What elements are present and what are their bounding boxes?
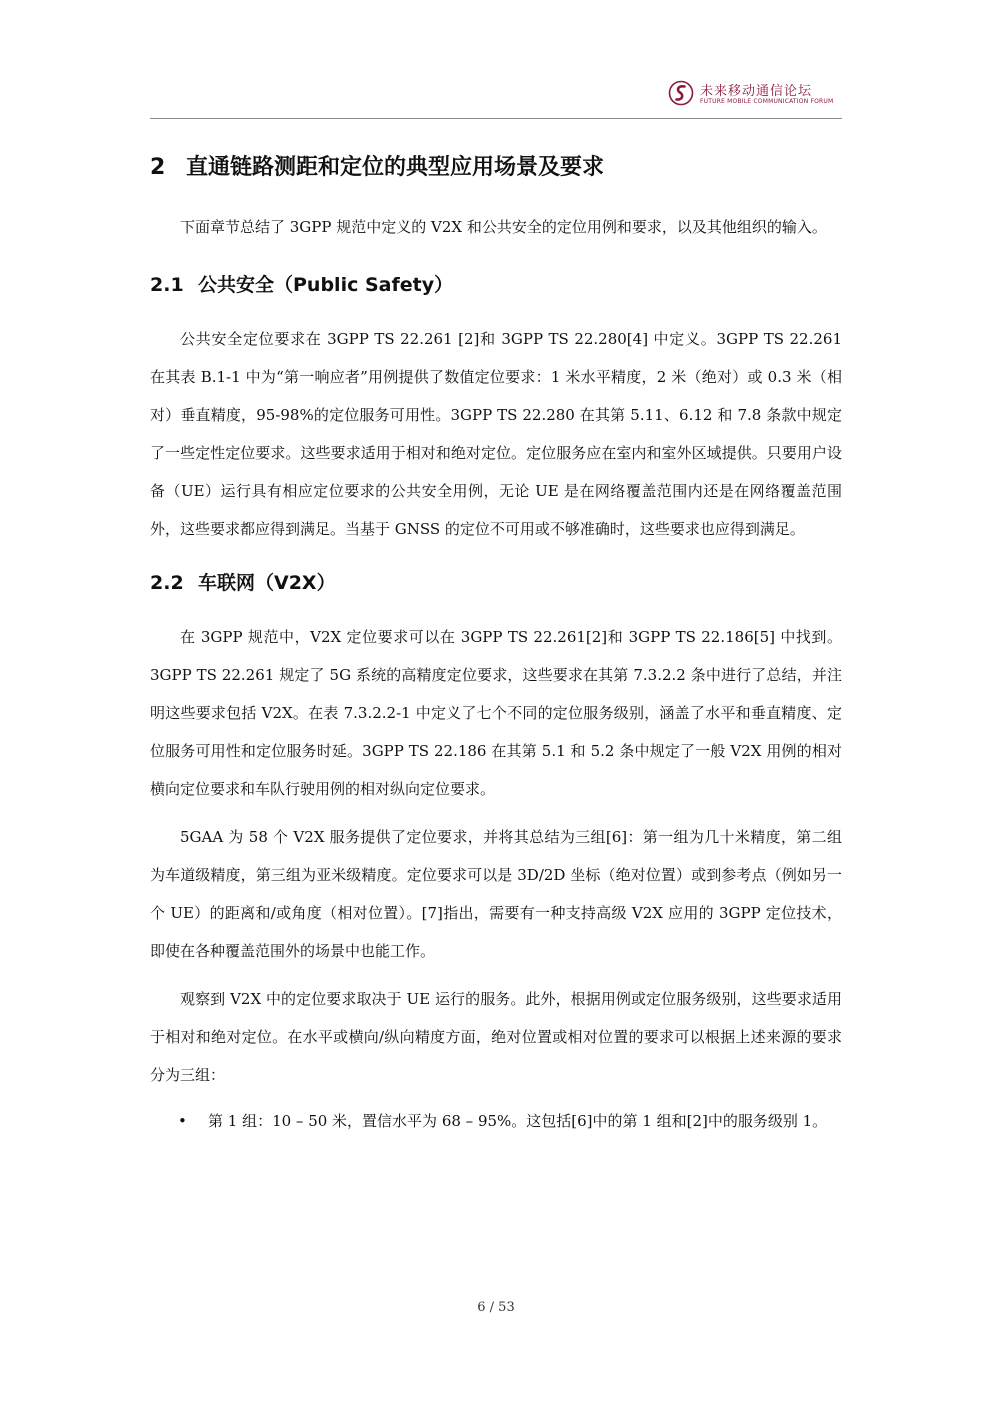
page-content bbox=[150, 150, 842, 1140]
v2x-paragraph: 观察到 V2X 中的定位要求取决于 UE 运行的服务。此外，根据用例或定位服务级别，这些要求适用于相对和绝对定位。在水平或横向/纵向精度方面，绝对位置或相对位置的要求可以根据上述来源的要求分为三组： bbox=[150, 990, 842, 1084]
section-title: 直通链路测距和定位的典型应用场景及要求 bbox=[186, 155, 605, 180]
list-item bbox=[150, 1102, 842, 1140]
forum-logo-icon bbox=[668, 80, 694, 106]
subsection-title: 车联网（V2X） bbox=[198, 572, 336, 594]
logo-chinese-text: 未来移动通信论坛 bbox=[700, 84, 813, 99]
page-number: 6 / 53 bbox=[477, 1300, 515, 1315]
subsection-heading-public-safety bbox=[150, 270, 842, 300]
public-safety-paragraph: 公共安全定位要求在 3GPP TS 22.261 [2]和 3GPP TS 22.280[4] 中定义。3GPP TS 22.261 在其表 B.1-1 中为“第一响应者”用例提供了数值定位要求：1 米水平精度，2 米（绝对）或 0.3 米（相对）垂直精度，95-98%的定位服务可用性。3GPP TS 22.280 在其第 5.11、6.12 和 7.8 条款中规定了一些定性定位要求。这些要求适用于相对和绝对定位。定位服务应在室内和室外区域提供。只要用户设备（UE）运行具有相应定位要求的公共安全用例，无论 UE 是在网络覆盖范围内还是在网络覆盖范围外，这些要求都应得到满足。当基于 GNSS 的定位不可用或不够准确时，这些要求也应得到满足。 bbox=[150, 330, 842, 538]
v2x-paragraph: 在 3GPP 规范中，V2X 定位要求可以在 3GPP TS 22.261[2]和 3GPP TS 22.186[5] 中找到。3GPP TS 22.261 规定了 5G 系统的高精度定位要求，这些要求在其第 7.3.2.2 条中进行了总结，并注明这些要求包括 V2X。在表 7.3.2.2-1 中定义了七个不同的定位服务级别，涵盖了水平和垂直精度、定位服务可用性和定位服务时延。3GPP TS 22.186 在其第 5.1 和 5.2 条中规定了一般 V2X 用例的相对横向定位要求和车队行驶用例的相对纵向定位要求。 bbox=[150, 628, 842, 798]
section-number: 2 bbox=[150, 155, 166, 180]
v2x-paragraph: 5GAA 为 58 个 V2X 服务提供了定位要求，并将其总结为三组[6]：第一组为几十米精度，第二组为车道级精度，第三组为亚米级精度。定位要求可以是 3D/2D 坐标（绝对位置）或到参考点（例如另一个 UE）的距离和/或角度（相对位置）。[7]指出，需要有一种支持高级 V2X 应用的 3GPP 定位技术，即使在各种覆盖范围外的场景中也能工作。 bbox=[150, 828, 842, 960]
subsection-number: 2.2 bbox=[150, 572, 184, 594]
logo-english-text: FUTURE MOBILE COMMUNICATION FORUM bbox=[700, 98, 834, 105]
page-header bbox=[662, 74, 842, 114]
section-heading bbox=[150, 150, 842, 186]
subsection-heading-v2x bbox=[150, 568, 842, 598]
requirement-group-list bbox=[150, 1102, 842, 1140]
header-rule bbox=[150, 118, 842, 119]
bullet-icon: • bbox=[178, 1112, 187, 1130]
subsection-title: 公共安全（Public Safety） bbox=[198, 274, 454, 296]
subsection-number: 2.1 bbox=[150, 274, 184, 296]
list-item-text: 第 1 组：10 – 50 米，置信水平为 68 – 95%。这包括[6]中的第 1 组和[2]中的服务级别 1。 bbox=[208, 1112, 828, 1130]
section-intro-paragraph: 下面章节总结了 3GPP 规范中定义的 V2X 和公共安全的定位用例和要求，以及其他组织的输入。 bbox=[180, 218, 827, 236]
